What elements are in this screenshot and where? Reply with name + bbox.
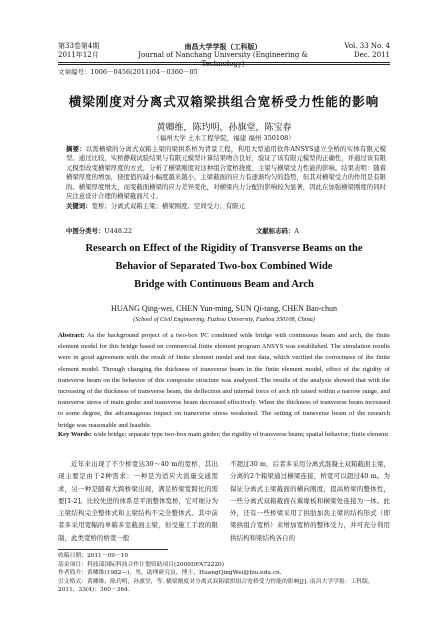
keywords-en: wide bridge; separate type two-box main girder; the rigidity of transverse beam; spatial behavior; finite element — [93, 431, 389, 438]
author-bio: 作者简介：黄卿维(1982—)，男，助理研究员，博士，HuangQingWei@fzu.edu.cn. — [58, 570, 282, 577]
header-volume-cn: 第33卷第4期 2011年12月 — [58, 42, 100, 59]
header-journal-name: 南昌大学学报（工科版） Journal of Nanchang University (Engineering & Technology) — [138, 42, 308, 68]
abstract-label-cn: 摘要： — [66, 145, 86, 153]
received-date: 收稿日期：2011－09－10 — [58, 553, 129, 559]
keywords-label-en: Key Words: — [58, 431, 92, 438]
english-affiliation: (School of Civil Engineering, Fuzhou University, Fuzhou 350108, China) — [133, 316, 315, 323]
chinese-authors: 黄卿维，陈玓明，孙旗堂，陈宝春 — [156, 123, 292, 133]
keywords-label-cn: 关键词： — [66, 202, 92, 211]
english-abstract — [58, 330, 390, 431]
footnote — [58, 552, 390, 595]
abstract-label-en: Abstract: — [58, 332, 85, 339]
english-authors: HUANG Qing-wei, CHEN Yun-ming, SUN Qi-tang, CHEN Bao-chun — [111, 304, 337, 313]
body-column-left: 近年来出现了不少桥宽达30～40 m的宽桥，其出现主要是由于2种需求：一种是为适应大流量交通需求，另一种是随着大跨桥梁出现，满足桥梁宽跨比的需要[1-2]。比较先进的体系是平面整体宽桥，它可细分为主梁结构完全整体式和主梁结构不完全整体式。其中前者多采用宽幅的单箱多室截面主梁，但受施工手段的限制，此类宽桥的桥宽一般 — [58, 460, 218, 542]
header-volume-en: Vol. 33 No. 4 Dec. 2011 — [344, 42, 390, 59]
chinese-abstract — [66, 145, 386, 213]
abstract-text-en: As the background project of a two-box PC combined wide bridge with continuous beam and arch, the finite element model for this bridge based on commercial finite element program ANSYS was established. The simulation results were in good agreement with the result of finite element model and test data, which verified the correctness of the finite element model. Through changing the thickness of transverse beam in the finite element model, effect of the rigidity of transverse beam on the behavior of this composite structure was analyzed. The results of the analysis showed that with the increasing of the thickness of transverse beam, the deflection and internal force of arch rib raised within a narrow range, and transverse stress of main girder and transverse beam decreased effectively. When the thickness of transverse beam increased to some degree, the advantageous impact on transverse stress weakened. The setting of transverse beam of the research bridge was reasonable and feasible. — [58, 332, 390, 429]
keywords-cn: 宽桥；分离式双箱主梁；横梁刚度；空间受力；有限元 — [91, 202, 245, 211]
body-column-right: 不超过30 m，后者多采用分离式混凝土双箱截面主梁，分离的2个箱梁通过横梁连接，桥宽可以超过40 m。为保证分离式主梁截面的横向刚度，提高桥梁的整体性，一些分离式双箱截面在翼缘板和横梁处连接为一体。此外，还有一些桥梁采用了拱肋加劲主梁的结构形式（即梁拱组合宽桥）来增加宽桥的整体受力，并可充分利用拱结构和梁结构各自的 — [230, 460, 390, 542]
chinese-title: 横梁刚度对分离式双箱梁拱组合宽桥受力性能的影响 — [68, 94, 380, 109]
abstract-text-cn: 以需横梁的分离式双箱主梁的梁拱系桥为背景工程，利用大型通用软件ANSYS建立全桥的实体有限元模型。通过比较，实桥静载试验结果与有限元模型计算结果吻合良好，验证了该有限元模型的正确性，并通过该有限元模型改变横梁厚度的方式，分析了横梁刚度对这种组合宽桥挠度、主梁与横梁受力性能的影响。结果表明：随着横梁厚度的增加，挠度值的减小幅度越来越小，主梁截面的应力有逐渐均匀的趋势，但其对横梁受力的作用是有限的。横梁厚度增大，而变截面横梁的应力差异变化，对横梁内力分配的影响较为显著，因此在加强横梁刚度的同时应注意设计合理的横梁截面尺寸。 — [66, 145, 387, 201]
chinese-affiliation: （福州大学 土木工程学院，福建 福州 350108） — [153, 134, 295, 142]
running-header — [0, 0, 440, 68]
funding: 基金项目：科技部国际科技合作计划资助项目(2009DFA72220) — [58, 561, 225, 568]
citation-format: 引文格式：黄卿维，陈玓明，孙旗堂，等. 横梁刚度对分离式双箱梁拱组合宽桥受力性能的影响[J]. 南昌大学学报：工科版，2011，33(4)：360－364. — [58, 578, 374, 594]
classification-line: 中图分类号：U448.22 文献标志码：A — [66, 227, 299, 235]
footnote-rule — [58, 549, 168, 550]
clc-number: U448.22 — [104, 227, 133, 235]
english-title: Research on Effect of the Rigidity of Transverse Beams on the Behavior of Separated Two-box Combined Wide Bridge with Continuous Beam and Arch — [85, 243, 363, 290]
document-code: A — [294, 227, 299, 235]
header-rule-thin — [58, 64, 390, 65]
article-number: 文章编号：1006－0456(2011)04－0360－05 — [58, 68, 198, 76]
header-rule — [58, 62, 390, 63]
english-keywords — [58, 429, 390, 440]
